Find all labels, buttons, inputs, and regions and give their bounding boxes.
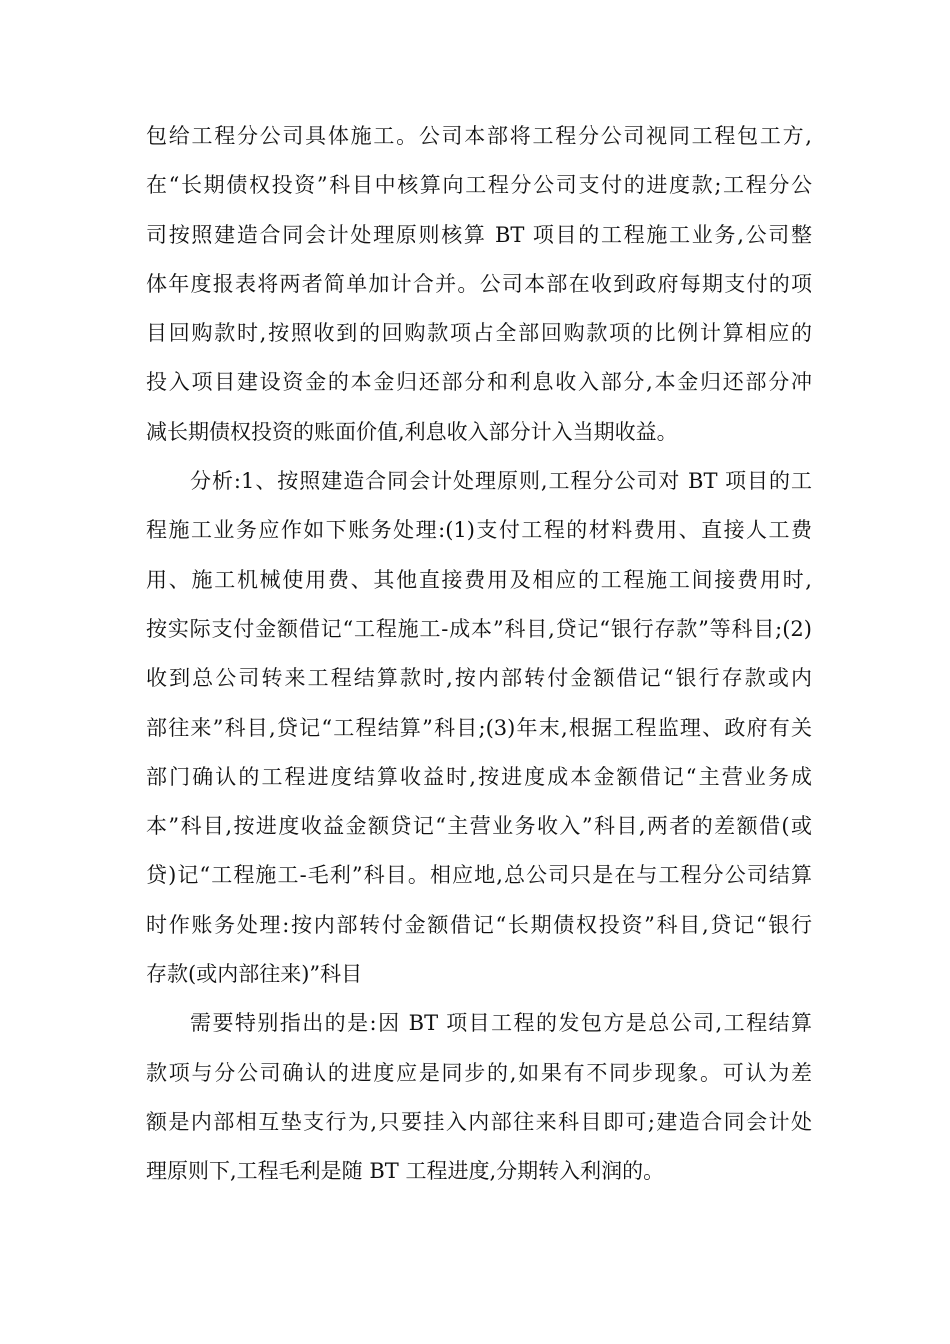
text-line: 目回购款时,按照收到的回购款项占全部回购款项的比例计算相应的 [146,321,812,346]
text-line: 分析:1、按照建造合同会计处理原则,工程分公司对 BT 项目的工 [190,469,812,494]
text-line: 包给工程分公司具体施工。公司本部将工程分公司视同工程包工方, [146,124,812,148]
text-line: 用、施工机械使用费、其他直接费用及相应的工程施工间接费用时, [146,567,812,592]
paragraph-3 [146,999,812,1196]
text-line: 时作账务处理:按内部转付金额借记“长期债权投资”科目,贷记“银行 [146,912,812,937]
text-line: 部往来”科目,贷记“工程结算”科目;(3)年末,根据工程监理、政府有关 [146,715,812,740]
text-line: 理原则下,工程毛利是随 BT 工程进度,分期转入利润的。 [146,1159,665,1184]
text-line: 减长期债权投资的账面价值,利息收入部分计入当期收益。 [146,419,678,444]
text-line: 额是内部相互垫支行为,只要挂入内部往来科目即可;建造合同会计处 [146,1109,812,1134]
text-line: 存款(或内部往来)”科目 [146,962,363,987]
text-line: 收到总公司转来工程结算款时,按内部转付金额借记“银行存款或内 [146,666,812,691]
text-line: 需要特别指出的是:因 BT 项目工程的发包方是总公司,工程结算 [190,1011,812,1036]
text-line: 体年度报表将两者简单加计合并。公司本部在收到政府每期支付的项 [146,271,812,296]
text-line: 本”科目,按进度收益金额贷记“主营业务收入”科目,两者的差额借(或 [146,814,812,839]
paragraph-1 [146,112,812,457]
text-line: 按实际支付金额借记“工程施工-成本”科目,贷记“银行存款”等科目;(2) [146,616,812,641]
paragraph-2 [146,457,812,999]
text-line: 程施工业务应作如下账务处理:(1)支付工程的材料费用、直接人工费 [146,518,812,543]
text-line: 款项与分公司确认的进度应是同步的,如果有不同步现象。可认为差 [146,1060,812,1085]
document-body [146,112,812,1197]
text-line: 部门确认的工程进度结算收益时,按进度成本金额借记“主营业务成 [146,764,812,789]
text-line: 司按照建造合同会计处理原则核算 BT 项目的工程施工业务,公司整 [146,222,812,247]
text-line: 在“长期债权投资”科目中核算向工程分公司支付的进度款;工程分公 [146,173,812,198]
text-line: 贷)记“工程施工-毛利”科目。相应地,总公司只是在与工程分公司结算 [146,863,812,888]
text-line: 投入项目建设资金的本金归还部分和利息收入部分,本金归还部分冲 [146,370,812,395]
